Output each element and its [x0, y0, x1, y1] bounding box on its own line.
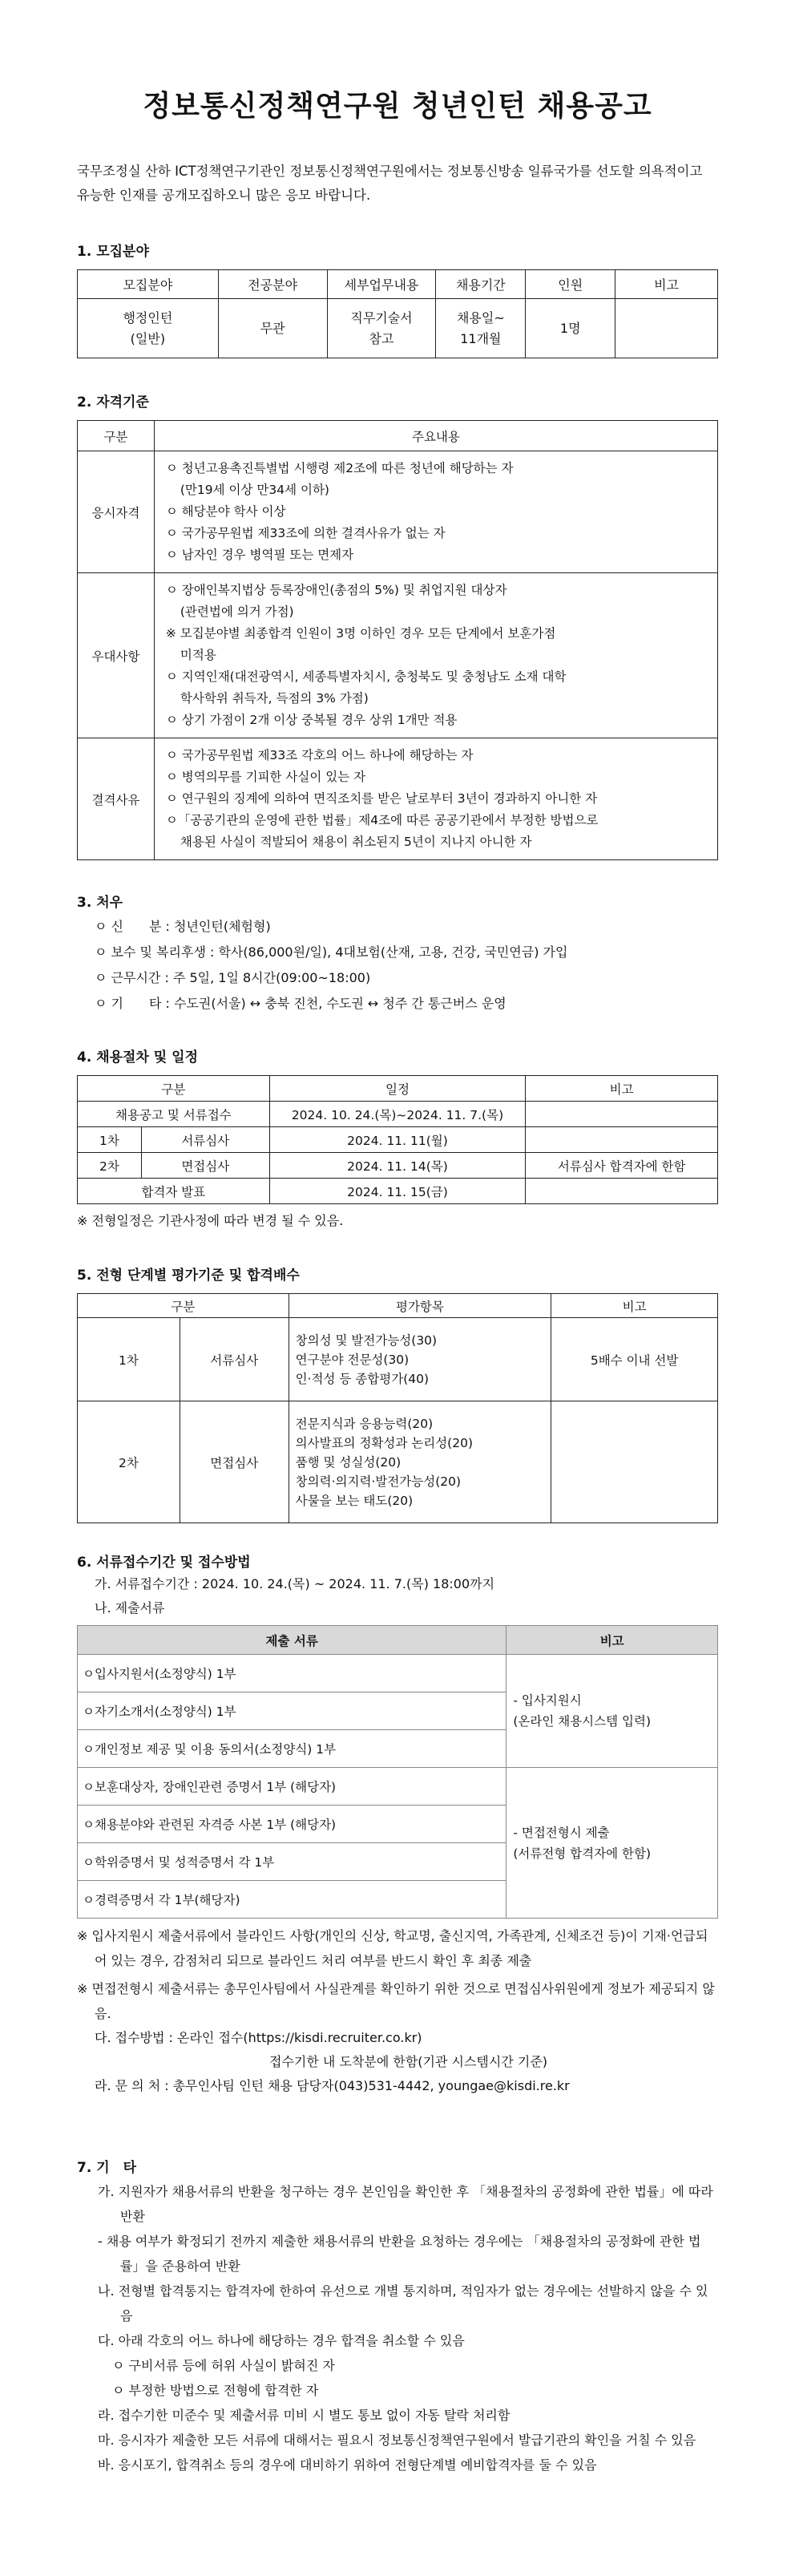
- section-3-heading: 3. 처우: [77, 895, 123, 911]
- list-item: 연구분야 전문성(30): [295, 1352, 410, 1367]
- benefit-line: ㅇ 신 분 : 청년인턴(체험형): [95, 919, 271, 934]
- misc-item: 마. 응시자가 제출한 모든 서류에 대해서는 필요시 정보통신정책연구원에서 발급기관의 확인을 거칠 수 있음: [98, 2432, 696, 2448]
- table-cell: 2024. 11. 15(금): [269, 1179, 526, 1204]
- application-method: 다. 접수방법 : 온라인 접수(https://kisdi.recruiter.co.kr): [95, 2030, 422, 2045]
- table-cell: 서류심사 합격자에 한함: [526, 1153, 718, 1179]
- header-cell: 인원: [526, 270, 615, 299]
- list-item: 의사발표의 정확성과 논리성(20): [295, 1435, 474, 1450]
- note-line: (서류전형 합격자에 한함): [513, 1846, 652, 1861]
- table-cell: [526, 1102, 718, 1127]
- header-cell: 구분: [78, 1294, 289, 1318]
- misc-item: 바. 응시포기, 합격취소 등의 경우에 대비하기 위하여 전형단계별 예비합격자를 둘 수 있음: [98, 2457, 597, 2473]
- list-item: 창의성 및 발전가능성(30): [295, 1332, 438, 1348]
- qualification-table: [77, 420, 718, 860]
- misc-item: 라. 접수기한 미준수 및 제출서류 미비 시 별도 통보 없이 자동 탈락 처리함: [98, 2408, 510, 2423]
- header-cell: 주요내용: [154, 421, 717, 451]
- list-item: ※ 모집분야별 최종합격 인원이 3명 이하인 경우 모든 단계에서 보훈가점: [165, 626, 556, 641]
- table-cell: 2024. 11. 14(목): [269, 1153, 526, 1179]
- table-cell: 직무기술서 참고: [327, 299, 436, 358]
- document-item: ㅇ보훈대상자, 장애인관련 증명서 1부 (해당자): [78, 1768, 506, 1806]
- list-item: 미적용: [180, 648, 216, 662]
- header-cell: 평가항목: [289, 1294, 551, 1318]
- document-note: [506, 1768, 718, 1919]
- list-item: ㅇ 해당분야 학사 이상: [165, 504, 286, 519]
- list-item: 학사학위 취득자, 득점의 3% 가점): [180, 691, 369, 706]
- table-cell: [526, 1127, 718, 1153]
- blind-notice: ※ 입사지원시 제출서류에서 블라인드 사항(개인의 신상, 학교명, 출신지역, 가족관계, 신체조건 등)이 기재·언급되어 있는 경우, 감점처리 되므로 블라인드 처리 여부를 반드시 확인 후 최종 제출: [77, 1928, 708, 1968]
- section-1-heading: 1. 모집분야: [77, 244, 149, 260]
- table-cell: 서류심사: [141, 1127, 269, 1153]
- misc-item: 나. 전형별 합격통지는 합격자에 한하여 유선으로 개별 통지하며, 적임자가 없는 경우에는 선발하지 않을 수 있음: [98, 2283, 708, 2323]
- misc-item: ㅇ 구비서류 등에 허위 사실이 밝혀진 자: [112, 2358, 335, 2373]
- document-item: ㅇ경력증명서 각 1부(해당자): [78, 1881, 506, 1919]
- submission-docs-label: 나. 제출서류: [95, 1600, 165, 1616]
- table-cell: 5배수 이내 선발: [551, 1318, 718, 1401]
- header-cell: 전공분야: [218, 270, 327, 299]
- evaluation-items: [289, 1318, 551, 1401]
- qualification-list: [154, 451, 717, 573]
- misc-item: 가. 지원자가 채용서류의 반환을 청구하는 경우 본인임을 확인한 후 「채용절차의 공정화에 관한 법률」에 따라 반환: [98, 2184, 713, 2224]
- document-item: ㅇ개인정보 제공 및 이용 동의서(소정양식) 1부: [78, 1730, 506, 1768]
- list-item: ㅇ 청년고용촉진특별법 시행령 제2조에 따른 청년에 해당하는 자: [165, 461, 514, 475]
- header-cell: 세부업무내용: [327, 270, 436, 299]
- benefit-line: ㅇ 보수 및 복리후생 : 학사(86,000원/일), 4대보험(산재, 고용, 건강, 국민연금) 가입: [95, 944, 568, 960]
- table-cell: 2차: [78, 1401, 180, 1523]
- list-item: (관련법에 의거 가점): [180, 605, 294, 619]
- document-item: ㅇ학위증명서 및 성적증명서 각 1부: [78, 1843, 506, 1881]
- list-item: (만19세 이상 만34세 이하): [180, 483, 329, 497]
- table-cell: 면접심사: [141, 1153, 269, 1179]
- row-label: 우대사항: [78, 573, 155, 738]
- evaluation-table: [77, 1293, 718, 1523]
- table-cell: 서류심사: [180, 1318, 289, 1401]
- document-item: ㅇ자기소개서(소정양식) 1부: [78, 1692, 506, 1730]
- application-deadline-note: 접수기한 내 도착분에 한함(기관 시스템시간 기준): [269, 2054, 548, 2069]
- submission-period: 가. 서류접수기간 : 2024. 10. 24.(목) ~ 2024. 11. 7.(목) 18:00까지: [95, 1576, 495, 1591]
- recruit-field-table: [77, 269, 718, 358]
- note-line: (온라인 채용시스템 입력): [513, 1714, 652, 1729]
- document-item: ㅇ입사지원서(소정양식) 1부: [78, 1655, 506, 1692]
- table-cell: 행정인턴 (일반): [78, 299, 219, 358]
- list-item: 전문지식과 응용능력(20): [295, 1416, 434, 1431]
- table-cell: 무관: [218, 299, 327, 358]
- header-cell: 비고: [506, 1626, 718, 1655]
- section-5-heading: 5. 전형 단계별 평가기준 및 합격배수: [77, 1268, 300, 1284]
- intro-text: 국무조정실 산하 ICT정책연구기관인 정보통신정책연구원에서는 정보통신방송 일류국가를 선도할 의욕적이고 유능한 인재를 공개모집하오니 많은 응모 바랍니다.: [77, 164, 703, 203]
- list-item: ㅇ 국가공무원법 제33조 각호의 어느 하나에 해당하는 자: [165, 748, 474, 762]
- row-label: 결격사유: [78, 738, 155, 860]
- list-item: ㅇ「공공기관의 운영에 관한 법률」제4조에 따른 공공기관에서 부정한 방법으로: [165, 813, 599, 827]
- table-cell: 채용일~ 11개월: [436, 299, 526, 358]
- misc-item: - 채용 여부가 확정되기 전까지 제출한 채용서류의 반환을 요청하는 경우에는 「채용절차의 공정화에 관한 법률」을 준용하여 반환: [98, 2234, 701, 2274]
- table-cell: 2024. 11. 11(월): [269, 1127, 526, 1153]
- table-cell: 2차: [78, 1153, 142, 1179]
- table-cell: 2024. 10. 24.(목)~2024. 11. 7.(목): [269, 1102, 526, 1127]
- benefit-line: ㅇ 기 타 : 수도권(서울) ↔ 충북 진천, 수도권 ↔ 청주 간 통근버스 운영: [95, 996, 506, 1011]
- table-cell: 합격자 발표: [78, 1179, 270, 1204]
- header-cell: 비고: [551, 1294, 718, 1318]
- note-line: - 면접전형시 제출: [513, 1825, 610, 1840]
- header-cell: 구분: [78, 421, 155, 451]
- schedule-table: [77, 1075, 718, 1204]
- documents-table: [77, 1625, 718, 1919]
- page-title: 정보통신정책연구원 청년인턴 채용공고: [143, 90, 652, 123]
- header-cell: 비고: [615, 270, 718, 299]
- table-cell: 1명: [526, 299, 615, 358]
- misc-item: ㅇ 부정한 방법으로 전형에 합격한 자: [112, 2383, 319, 2398]
- section-6-heading: 6. 서류접수기간 및 접수방법: [77, 1555, 251, 1571]
- header-cell: 채용기간: [436, 270, 526, 299]
- section-2-heading: 2. 자격기준: [77, 394, 149, 410]
- header-cell: 비고: [526, 1076, 718, 1102]
- section-7-heading: 7. 기 타: [77, 2160, 137, 2176]
- document-note: [506, 1655, 718, 1768]
- note-line: - 입사지원시: [513, 1693, 582, 1708]
- table-cell: 채용공고 및 서류접수: [78, 1102, 270, 1127]
- list-item: ㅇ 상기 가점이 2개 이상 중복될 경우 상위 1개만 적용: [165, 713, 458, 727]
- list-item: 채용된 사실이 적발되어 채용이 취소된지 5년이 지나지 아니한 자: [180, 835, 532, 849]
- row-label: 응시자격: [78, 451, 155, 573]
- list-item: ㅇ 장애인복지법상 등록장애인(총점의 5%) 및 취업지원 대상자: [165, 583, 507, 597]
- table-cell: [551, 1401, 718, 1523]
- header-cell: 일정: [269, 1076, 526, 1102]
- benefit-line: ㅇ 근무시간 : 주 5일, 1일 8시간(09:00~18:00): [95, 970, 371, 985]
- misc-item: 다. 아래 각호의 어느 하나에 해당하는 경우 합격을 취소할 수 있음: [98, 2333, 465, 2348]
- table-cell: 1차: [78, 1318, 180, 1401]
- interview-docs-notice: ※ 면접전형시 제출서류는 총무인사팀에서 사실관계를 확인하기 위한 것으로 면접심사위원에게 정보가 제공되지 않음.: [77, 1981, 715, 2021]
- schedule-footnote: ※ 전형일정은 기관사정에 따라 변경 될 수 있음.: [77, 1213, 344, 1228]
- list-item: 사물을 보는 태도(20): [295, 1493, 414, 1508]
- list-item: ㅇ 병역의무를 기피한 사실이 있는 자: [165, 770, 366, 784]
- header-cell: 제출 서류: [78, 1626, 506, 1655]
- table-cell: 면접심사: [180, 1401, 289, 1523]
- section-4-heading: 4. 채용절차 및 일정: [77, 1049, 198, 1066]
- header-cell: 모집분야: [78, 270, 219, 299]
- preference-list: [154, 573, 717, 738]
- table-cell: 1차: [78, 1127, 142, 1153]
- list-item: ㅇ 연구원의 징계에 의하여 면직조치를 받은 날로부터 3년이 경과하지 아니한 자: [165, 791, 598, 806]
- contact-info: 라. 문 의 처 : 총무인사팀 인턴 채용 담당자(043)531-4442, youngae@kisdi.re.kr: [95, 2078, 570, 2093]
- header-cell: 구분: [78, 1076, 270, 1102]
- list-item: 창의력·의지력·발전가능성(20): [295, 1474, 462, 1489]
- list-item: ㅇ 지역인재(대전광역시, 세종특별자치시, 충청북도 및 충청남도 소재 대학: [165, 669, 567, 684]
- list-item: ㅇ 남자인 경우 병역필 또는 면제자: [165, 548, 354, 562]
- list-item: 품행 및 성실성(20): [295, 1454, 402, 1470]
- document-item: ㅇ채용분야와 관련된 자격증 사본 1부 (해당자): [78, 1806, 506, 1843]
- table-cell: [526, 1179, 718, 1204]
- disqualification-list: [154, 738, 717, 860]
- evaluation-items: [289, 1401, 551, 1523]
- list-item: 인·적성 등 종합평가(40): [295, 1371, 430, 1386]
- table-cell: [615, 299, 718, 358]
- list-item: ㅇ 국가공무원법 제33조에 의한 결격사유가 없는 자: [165, 526, 446, 540]
